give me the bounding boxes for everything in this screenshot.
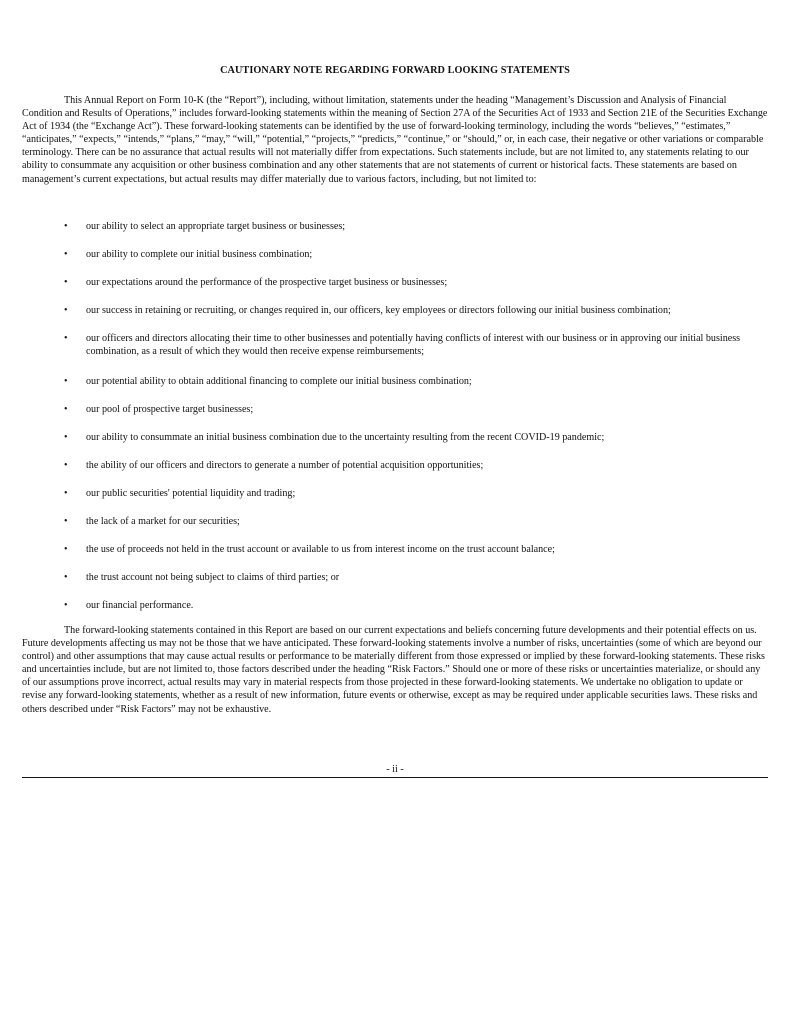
bullet-icon: •: [64, 375, 68, 387]
list-item-text: our expectations around the performance of the prospective target business or businesses;: [86, 277, 448, 289]
list-item: [22, 431, 768, 444]
list-item: [22, 248, 768, 261]
list-item-text: our ability to select an appropriate target business or businesses;: [86, 221, 346, 232]
bullet-icon: •: [64, 544, 68, 556]
bullet-icon: •: [64, 572, 68, 584]
list-item: [22, 599, 768, 612]
list-item: [22, 403, 768, 416]
list-item-text: the use of proceeds not held in the trust account or available to us from interest income on the trust account balance;: [86, 544, 555, 556]
list-item: [22, 332, 768, 358]
list-item-text: our public securities' potential liquidity and trading;: [86, 487, 296, 499]
bullet-icon: •: [64, 431, 68, 443]
intro-paragraph: This Annual Report on Form 10-K (the “Report”), including, without limitation, statements under the heading “Management’s Discussion and Analysis of Financial Condition and Results of Operations,” includes forward-looking statements within the meaning of Section 27A of the Securities Act of 1933 and Section 21E of the Securities Exchange Act of 1934 (the “Exchange Act”). These forward-looking statements can be identified by the use of forward-looking terminology, including the words “believes,” “estimates,” “anticipates,” “expects,” “intends,” “plans,” “may,” “will,” “potential,” “projects,” “predicts,” “continue,” or “should,” or, in each case, their negative or other variations or comparable terminology. There can be no assurance that actual results will not materially differ from expectations. Such statements include, but are not limited to, any statements relating to our ability to consummate any acquisition or other business combination and any other statements that are not statements of current or historical facts. These statements are based on management’s current expectations, but actual results may differ materially due to various factors, including, but not limited to:: [22, 95, 768, 185]
list-item: [22, 487, 768, 500]
bullet-icon: •: [64, 305, 68, 317]
list-item: [22, 543, 768, 556]
closing-paragraph: The forward-looking statements contained in this Report are based on our current expectations and beliefs concerning future developments and their potential effects on us. Future developments affecting us may not be those that we have anticipated. These forward-looking statements involve a number of risks, uncertainties (some of which are beyond our control) and other assumptions that may cause actual results or performance to be materially different from those expressed or implied by these forward-looking statements. These risks and uncertainties include, but are not limited to, those factors described under the heading “Risk Factors.” Should one or more of these risks or uncertainties materialize, or should any of our assumptions prove incorrect, actual results may vary in material respects from those projected in these forward-looking statements. We undertake no obligation to update or revise any forward-looking statements, whether as a result of new information, future events or otherwise, except as may be required under applicable securities laws. These risks and others described under “Risk Factors” may not be exhaustive.: [22, 625, 765, 715]
list-item: [22, 220, 768, 233]
list-item-text: our ability to consummate an initial business combination due to the uncertainty resulting from the recent COVID-19 pandemic;: [86, 431, 605, 443]
footer-divider: [22, 777, 768, 778]
bullet-icon: •: [64, 459, 68, 471]
bullet-icon: •: [64, 221, 68, 232]
list-item: [22, 375, 768, 388]
list-item-text: our financial performance.: [86, 600, 194, 612]
list-item: [22, 459, 768, 472]
list-item-text: the lack of a market for our securities;: [86, 516, 240, 528]
list-item-text: our potential ability to obtain additional financing to complete our initial business combination;: [86, 375, 472, 387]
bullet-icon: •: [64, 249, 68, 261]
bullet-icon: •: [64, 277, 68, 289]
list-item-text: the ability of our officers and directors to generate a number of potential acquisition opportunities;: [86, 459, 484, 471]
bullet-list: [22, 220, 768, 627]
list-item: [22, 515, 768, 528]
page-title: CAUTIONARY NOTE REGARDING FORWARD LOOKING STATEMENTS: [220, 65, 570, 76]
list-item-text: the trust account not being subject to claims of third parties; or: [86, 572, 340, 584]
bullet-icon: •: [64, 333, 68, 345]
list-item-text: our officers and directors allocating their time to other businesses and potentially having conflicts of interest with our business or in approving our initial business combination, as a result of which they would then receive expense reimbursements;: [86, 333, 741, 358]
page-number: - ii -: [386, 764, 404, 775]
list-item: [22, 304, 768, 317]
bullet-icon: •: [64, 516, 68, 528]
list-item-text: our ability to complete our initial business combination;: [86, 249, 313, 261]
bullet-icon: •: [64, 487, 68, 499]
list-item: [22, 276, 768, 289]
list-item-text: our pool of prospective target businesses;: [86, 403, 254, 415]
bullet-icon: •: [64, 600, 68, 612]
list-item: [22, 571, 768, 584]
list-item-text: our success in retaining or recruiting, or changes required in, our officers, key employees or directors following our initial business combination;: [86, 305, 671, 317]
bullet-icon: •: [64, 403, 68, 415]
